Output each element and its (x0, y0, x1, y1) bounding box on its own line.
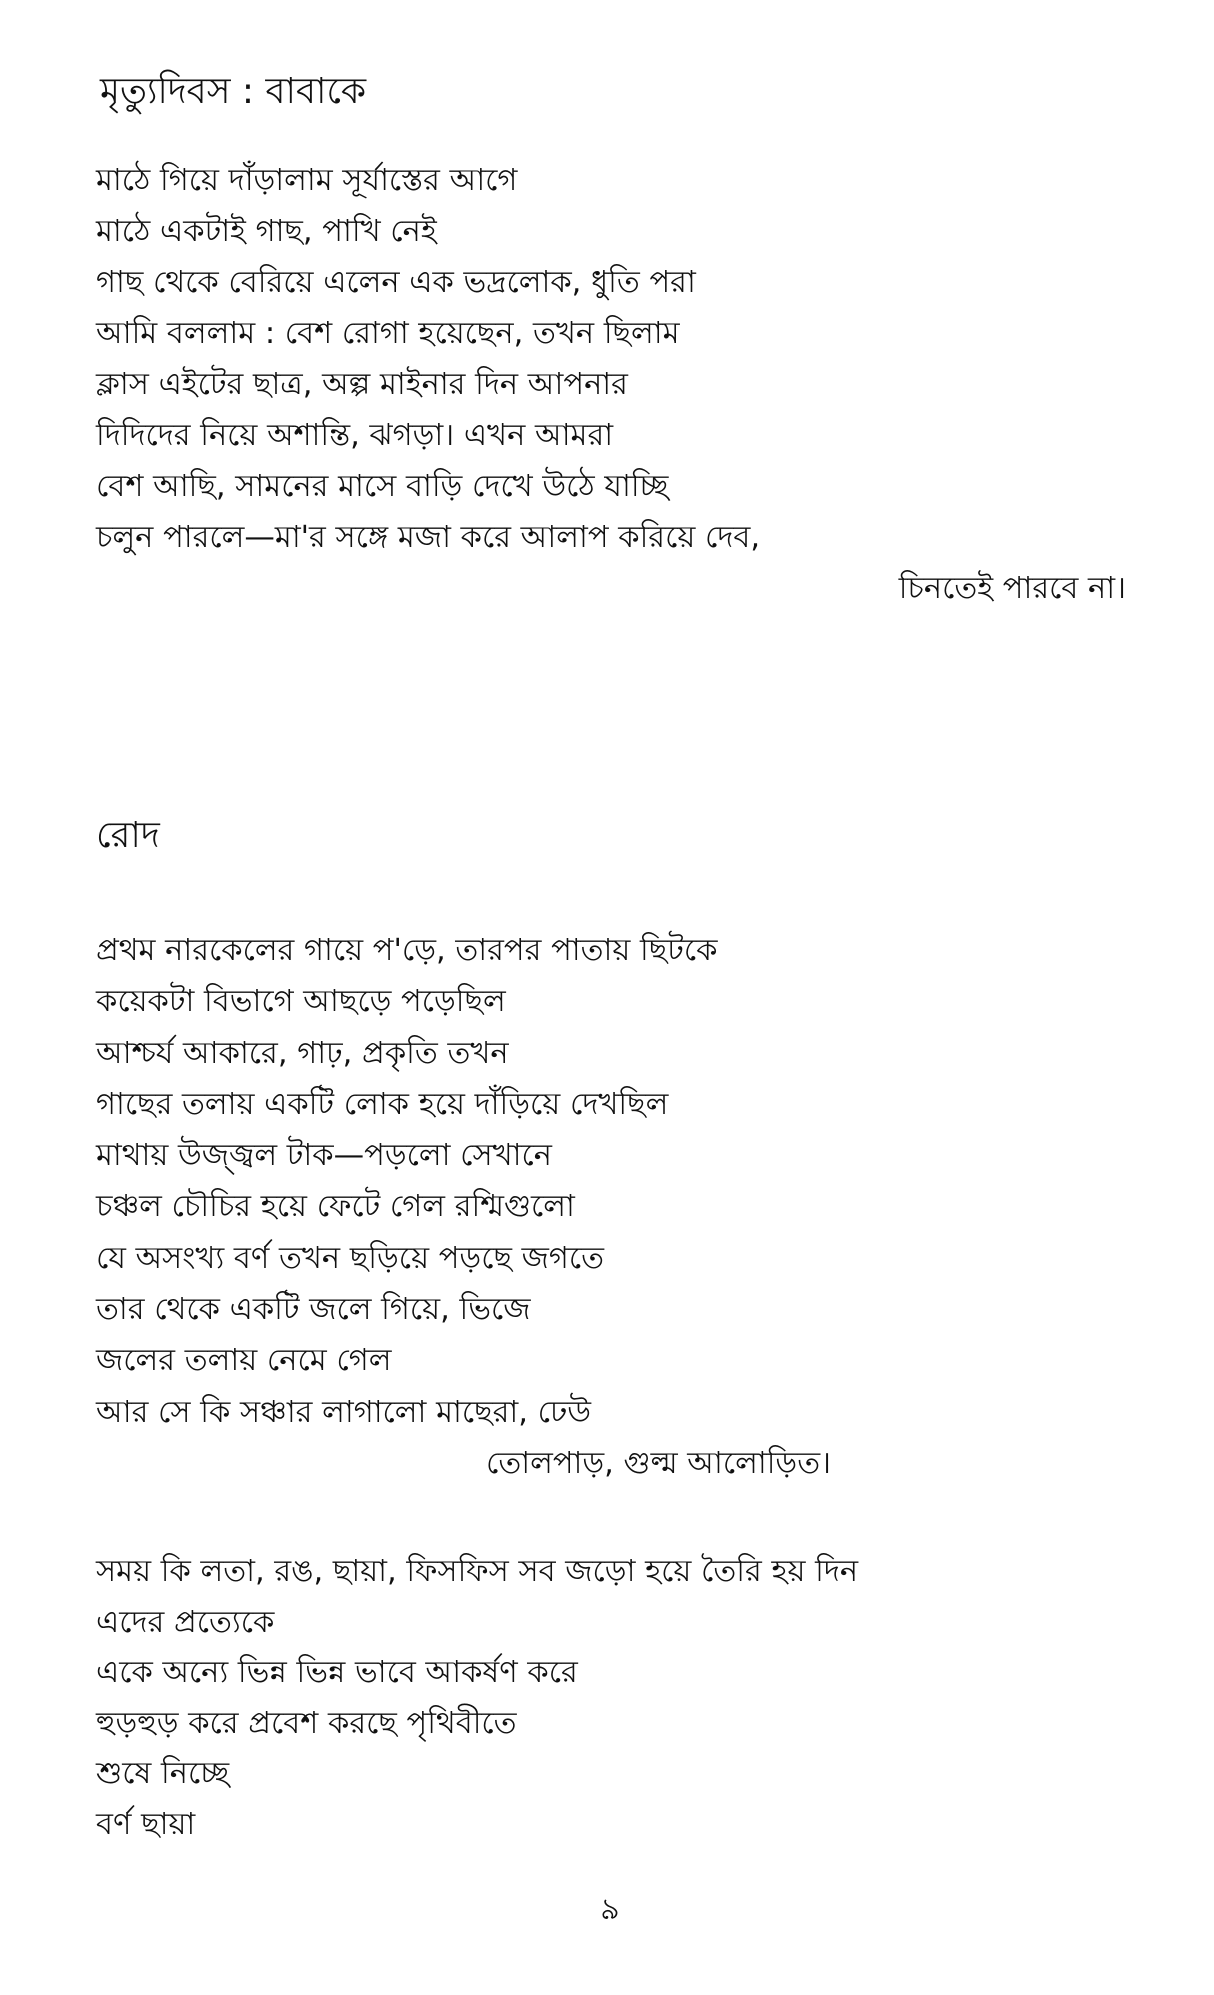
poem-line: শুষে নিচ্ছে (96, 1756, 230, 1792)
poem-line: গাছ থেকে বেরিয়ে এলেন এক ভদ্রলোক, ধুতি পরা (96, 265, 696, 300)
poem-line: দিদিদের নিয়ে অশান্তি, ঝগড়া। এখন আমরা (96, 418, 614, 453)
poem-line: একে অন্যে ভিন্ন ভিন্ন ভাবে আকর্ষণ করে (96, 1655, 578, 1691)
poem-2-stanza-2 (96, 1547, 1126, 1851)
poem-line: তার থেকে একটি জলে গিয়ে, ভিজে (96, 1292, 531, 1328)
page-number: ৯ (600, 1892, 620, 1927)
poem-line: কয়েকটা বিভাগে আছড়ে পড়েছিল (96, 984, 506, 1020)
poem-line: বর্ণ ছায়া (96, 1806, 196, 1842)
poem-line: প্রথম নারকেলের গায়ে প'ড়ে, তারপর পাতায় ছিটকে (96, 933, 718, 968)
poem-line: জলের তলায় নেমে গেল (96, 1343, 392, 1379)
poem-2-stanza-1 (96, 925, 1126, 1489)
poem-line-closing: চিনতেই পারবে না। (898, 571, 1126, 606)
poem-title-rod: রোদ (96, 815, 160, 856)
poem-line: আমি বললাম : বেশ রোগা হয়েছেন, তখন ছিলাম (96, 316, 680, 351)
poem-line: সময় কি লতা, রঙ, ছায়া, ফিসফিস সব জড়ো হয়ে তৈরি হয় দিন (96, 1554, 859, 1589)
poem-title-mrityudibas: মৃত্যুদিবস : বাবাকে (100, 71, 367, 112)
poem-line-indented: তোলপাড়, গুল্ম আলোড়িত। (486, 1445, 831, 1481)
poem-line: যে অসংখ্য বর্ণ তখন ছড়িয়ে পড়ছে জগতে (96, 1240, 605, 1276)
poem-line: বেশ আছি, সামনের মাসে বাড়ি দেখে উঠে যাচ্ছি (96, 469, 669, 504)
poem-line: মাঠে গিয়ে দাঁড়ালাম সূর্যাস্তের আগে (96, 163, 518, 198)
poem-line: চলুন পারলে—মা'র সঙ্গে মজা করে আলাপ করিয়ে দেব, (96, 520, 761, 555)
poem-line: আর সে কি সঞ্চার লাগালো মাছেরা, ঢেউ (96, 1394, 591, 1430)
poem-line: হুড়হুড় করে প্রবেশ করছে পৃথিবীতে (96, 1705, 517, 1741)
poem-line: মাথায় উজ্জ্বল টাক—পড়লো সেখানে (96, 1138, 552, 1174)
poem-line: চঞ্চল চৌচির হয়ে ফেটে গেল রশ্মিগুলো (96, 1189, 575, 1225)
poem-line: আশ্চর্য আকারে, গাঢ়, প্রকৃতি তখন (96, 1035, 509, 1071)
poem-line: গাছের তলায় একটি লোক হয়ে দাঁড়িয়ে দেখছিল (96, 1086, 669, 1122)
poem-line: ক্লাস এইটের ছাত্র, অল্প মাইনার দিন আপনার (96, 367, 628, 402)
poem-line: এদের প্রত্যেকে (96, 1604, 275, 1640)
poem-line: মাঠে একটাই গাছ, পাখি নেই (96, 214, 437, 249)
poem-1-stanza (96, 155, 1126, 614)
